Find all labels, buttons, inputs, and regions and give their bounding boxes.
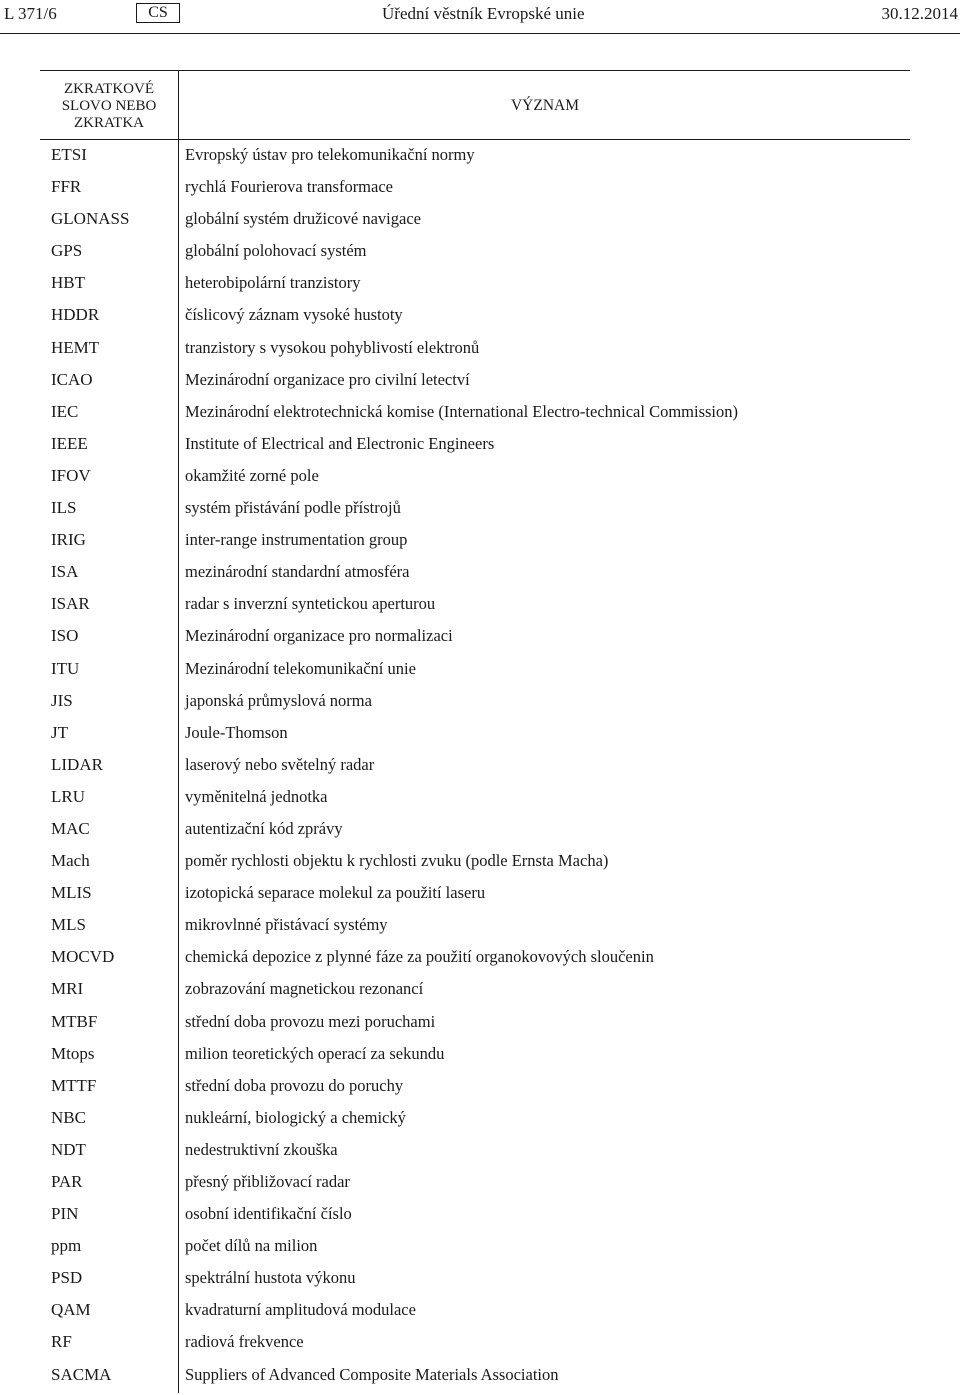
- meaning-cell: radar s inverzní syntetickou aperturou: [185, 594, 436, 614]
- column-header-abbreviation: [40, 81, 178, 132]
- abbreviation-cell: ISAR: [51, 594, 90, 614]
- abbreviation-cell: Mtops: [51, 1043, 95, 1063]
- column-header-meaning: VÝZNAM: [510, 97, 580, 114]
- abbreviation-cell: QAM: [51, 1300, 91, 1320]
- abbreviation-cell: MTBF: [51, 1011, 98, 1031]
- abbreviation-cell: SACMA: [51, 1364, 112, 1384]
- meaning-cell: poměr rychlosti objektu k rychlosti zvuku (podle Ernsta Macha): [185, 851, 609, 871]
- abbreviation-cell: MAC: [51, 818, 90, 838]
- abbreviation-table: [0, 143, 960, 1395]
- publication-date: 30.12.2014: [881, 4, 958, 23]
- meaning-cell: okamžité zorné pole: [185, 465, 319, 485]
- meaning-cell: Mezinárodní elektrotechnická komise (International Electro-technical Commission): [185, 401, 739, 421]
- abbreviation-cell: IRIG: [51, 530, 86, 550]
- table-row: [0, 1106, 960, 1138]
- meaning-cell: chemická depozice z plynné fáze za použití organokovových sloučenin: [185, 947, 654, 967]
- meaning-cell: mikrovlnné přistávací systémy: [185, 915, 388, 935]
- meaning-cell: Mezinárodní telekomunikační unie: [185, 658, 416, 678]
- header-divider: [0, 33, 960, 34]
- table-row: [0, 753, 960, 785]
- abbreviation-cell: PAR: [51, 1172, 83, 1191]
- table-row: [0, 400, 960, 432]
- abbreviation-cell: IFOV: [51, 465, 91, 485]
- table-row: [0, 849, 960, 881]
- table-header-rule: [40, 139, 910, 140]
- meaning-cell: počet dílů na milion: [185, 1236, 318, 1256]
- table-row: [0, 143, 960, 175]
- abbreviation-cell: IEC: [51, 401, 79, 421]
- table-top-rule: [40, 70, 910, 71]
- table-row: [0, 945, 960, 977]
- abbreviation-cell: MRI: [51, 979, 84, 999]
- table-row: [0, 881, 960, 913]
- meaning-cell: Mezinárodní organizace pro normalizaci: [185, 626, 453, 646]
- abbreviation-cell: HEMT: [51, 337, 100, 357]
- table-row: [0, 721, 960, 753]
- table-row: [0, 785, 960, 817]
- abbreviation-cell: NDT: [51, 1139, 86, 1159]
- table-row: [0, 432, 960, 464]
- table-row: [0, 207, 960, 239]
- page-reference: L 371/6: [4, 4, 57, 23]
- table-row: [0, 303, 960, 335]
- table-row: [0, 1202, 960, 1234]
- table-row: [0, 1138, 960, 1170]
- abbreviation-cell: Mach: [51, 851, 90, 871]
- table-row: [0, 1170, 960, 1202]
- journal-title: Úřední věstník Evropské unie: [382, 4, 585, 23]
- abbreviation-cell: LIDAR: [51, 754, 103, 774]
- table-row: [0, 689, 960, 721]
- table-row: [0, 1363, 960, 1395]
- table-row: [0, 175, 960, 207]
- table-row: [0, 1298, 960, 1330]
- meaning-cell: Joule-Thomson: [185, 722, 288, 742]
- table-row: [0, 271, 960, 303]
- abbreviation-cell: MLIS: [51, 883, 92, 903]
- meaning-cell: zobrazování magnetickou rezonancí: [185, 979, 424, 999]
- abbreviation-cell: ppm: [51, 1236, 82, 1256]
- meaning-cell: vyměnitelná jednotka: [185, 786, 328, 806]
- page-header: [0, 0, 960, 30]
- table-row: [0, 977, 960, 1009]
- abbreviation-cell: ISA: [51, 562, 79, 582]
- abbreviation-cell: ETSI: [51, 145, 87, 164]
- table-row: [0, 624, 960, 656]
- table-row: [0, 1330, 960, 1362]
- abbreviation-cell: HBT: [51, 273, 85, 293]
- abbreviation-cell: RF: [51, 1332, 72, 1352]
- table-row: [0, 1074, 960, 1106]
- meaning-cell: autentizační kód zprávy: [185, 818, 343, 838]
- meaning-cell: rychlá Fourierova transformace: [185, 177, 393, 197]
- table-row: [0, 592, 960, 624]
- meaning-cell: Evropský ústav pro telekomunikační normy: [185, 145, 475, 164]
- table-row: [0, 560, 960, 592]
- meaning-cell: nukleární, biologický a chemický: [185, 1107, 406, 1127]
- meaning-cell: laserový nebo světelný radar: [185, 754, 375, 774]
- meaning-cell: radiová frekvence: [185, 1332, 304, 1352]
- abbreviation-cell: JT: [51, 722, 68, 742]
- meaning-cell: izotopická separace molekul za použití laseru: [185, 883, 486, 903]
- abbreviation-cell: ISO: [51, 626, 79, 646]
- table-row: [0, 528, 960, 560]
- table-row: [0, 368, 960, 400]
- abbreviation-cell: MOCVD: [51, 947, 115, 967]
- meaning-cell: inter-range instrumentation group: [185, 530, 408, 550]
- meaning-cell: systém přistávání podle přístrojů: [185, 498, 401, 518]
- meaning-cell: Institute of Electrical and Electronic Engineers: [185, 433, 495, 453]
- meaning-cell: tranzistory s vysokou pohyblivostí elektronů: [185, 337, 480, 357]
- column-header-line: ZKRATKA: [74, 115, 144, 131]
- table-row: [0, 464, 960, 496]
- abbreviation-cell: MTTF: [51, 1075, 97, 1095]
- meaning-cell: mezinárodní standardní atmosféra: [185, 562, 410, 582]
- meaning-cell: střední doba provozu do poruchy: [185, 1075, 404, 1095]
- column-header-line: ZKRATKOVÉ: [64, 81, 154, 97]
- meaning-cell: milion teoretických operací za sekundu: [185, 1043, 445, 1063]
- abbreviation-cell: NBC: [51, 1107, 86, 1127]
- abbreviation-cell: PIN: [51, 1204, 79, 1224]
- table-row: [0, 496, 960, 528]
- table-row: [0, 1234, 960, 1266]
- meaning-cell: heterobipolární tranzistory: [185, 273, 361, 293]
- abbreviation-cell: ICAO: [51, 369, 93, 389]
- abbreviation-cell: JIS: [51, 690, 73, 710]
- abbreviation-cell: GPS: [51, 241, 83, 261]
- abbreviation-cell: ITU: [51, 658, 80, 678]
- meaning-cell: střední doba provozu mezi poruchami: [185, 1011, 436, 1031]
- abbreviation-cell: PSD: [51, 1268, 83, 1288]
- meaning-cell: japonská průmyslová norma: [185, 690, 372, 710]
- language-badge: CS: [136, 3, 180, 23]
- abbreviation-cell: LRU: [51, 786, 85, 806]
- meaning-cell: osobní identifikační číslo: [185, 1204, 352, 1224]
- meaning-cell: spektrální hustota výkonu: [185, 1268, 356, 1288]
- table-row: [0, 1266, 960, 1298]
- abbreviation-cell: HDDR: [51, 305, 100, 325]
- table-row: [0, 239, 960, 271]
- abbreviation-cell: GLONASS: [51, 209, 130, 229]
- meaning-cell: Mezinárodní organizace pro civilní letectví: [185, 369, 470, 389]
- abbreviation-cell: MLS: [51, 915, 86, 935]
- meaning-cell: Suppliers of Advanced Composite Materials Association: [185, 1364, 559, 1384]
- table-row: [0, 657, 960, 689]
- meaning-cell: globální systém družicové navigace: [185, 209, 421, 229]
- meaning-cell: nedestruktivní zkouška: [185, 1139, 338, 1159]
- abbreviation-cell: ILS: [51, 498, 77, 518]
- column-header-line: SLOVO NEBO: [61, 98, 157, 114]
- table-row: [0, 1042, 960, 1074]
- meaning-cell: číslicový záznam vysoké hustoty: [185, 305, 403, 325]
- meaning-cell: přesný přibližovací radar: [185, 1172, 350, 1191]
- table-row: [0, 336, 960, 368]
- table-row: [0, 913, 960, 945]
- meaning-cell: kvadraturní amplitudová modulace: [185, 1300, 416, 1320]
- abbreviation-cell: FFR: [51, 177, 82, 197]
- meaning-cell: globální polohovací systém: [185, 241, 367, 261]
- table-row: [0, 817, 960, 849]
- abbreviation-cell: IEEE: [51, 433, 88, 453]
- table-row: [0, 1010, 960, 1042]
